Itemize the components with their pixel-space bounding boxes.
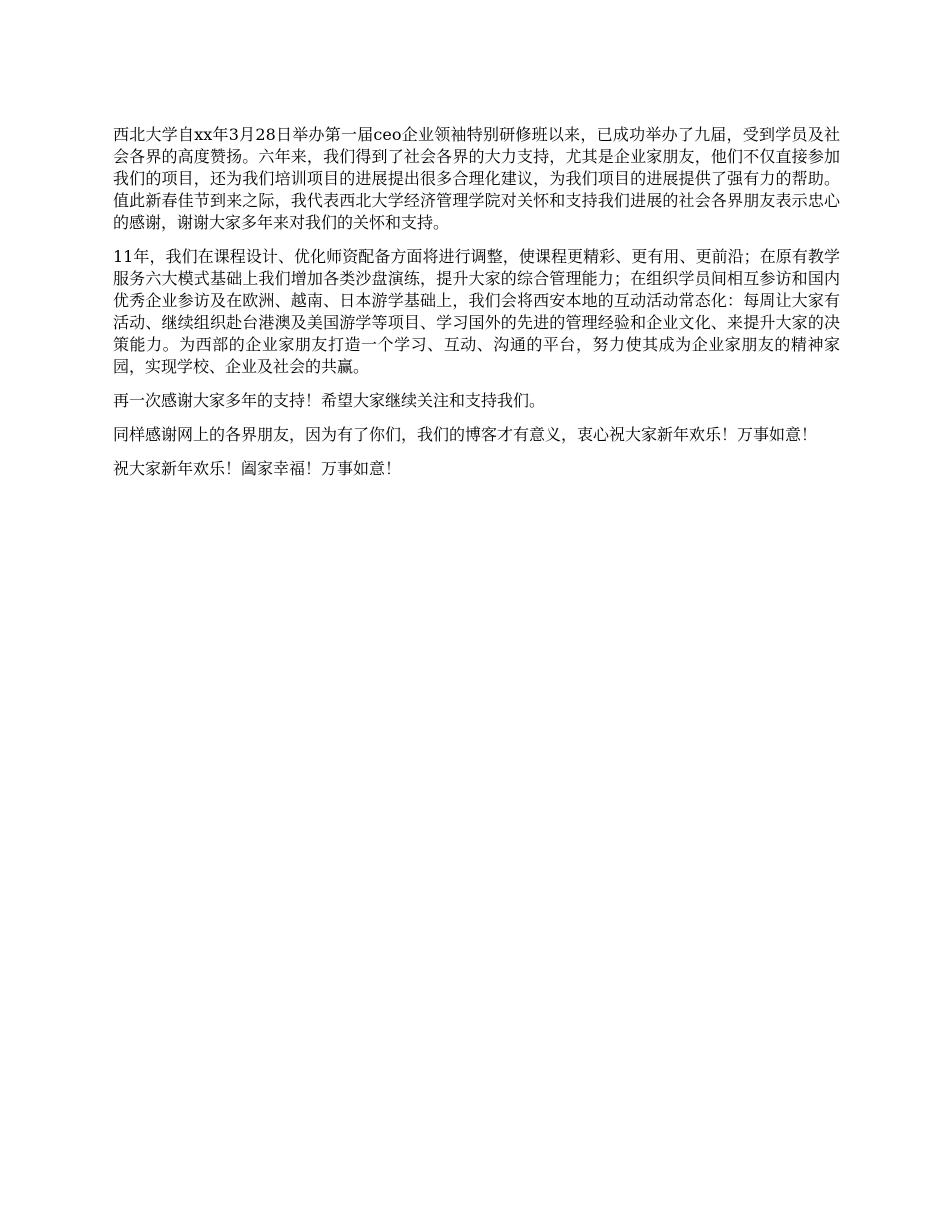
paragraph-closing-wishes: 祝大家新年欢乐！阖家幸福！万事如意！ [113,459,402,478]
document-body [113,124,840,492]
paragraph-thanks: 再一次感谢大家多年的支持！希望大家继续关注和支持我们。 [113,391,546,410]
paragraph-plans: 11年，我们在课程设计、优化师资配备方面将进行调整，使课程更精彩、更有用、更前沿；在原有教学服务六大模式基础上我们增加各类沙盘演练，提升大家的综合管理能力；在组织学员间相互参访和国内优秀企业参访及在欧洲、越南、日本游学基础上，我们会将西安本地的互动活动常态化：每周让大家有活动、继续组织赴台港澳及美国游学等项目、学习国外的先进的管理经验和企业文化、来提升大家的决策能力。为西部的企业家朋友打造一个学习、互动、沟通的平台，努力使其成为企业家朋友的精神家园，实现学校、企业及社会的共赢。 [113,247,840,376]
paragraph-online-friends: 同样感谢网上的各界朋友，因为有了你们，我们的博客才有意义，衷心祝大家新年欢乐！万事如意！ [113,425,818,444]
paragraph-intro: 西北大学自xx年3月28日举办第一届ceo企业领袖特别研修班以来，已成功举办了九届，受到学员及社会各界的高度赞扬。六年来，我们得到了社会各界的大力支持，尤其是企业家朋友，他们不仅直接参加我们的项目，还为我们培训项目的进展提出很多合理化建议，为我们项目的进展提供了强有力的帮助。值此新春佳节到来之际，我代表西北大学经济管理学院对关怀和支持我们进展的社会各界朋友表示忠心的感谢，谢谢大家多年来对我们的关怀和支持。 [113,125,840,232]
